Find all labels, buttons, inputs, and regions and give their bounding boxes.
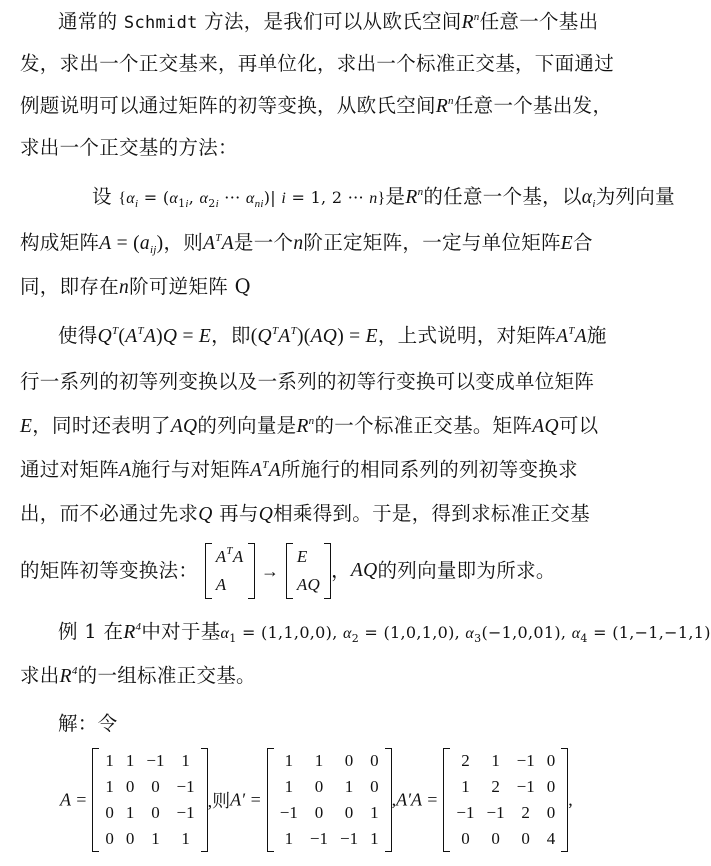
text: ，同时还表明了 xyxy=(32,414,171,437)
text: 方法，是我们可以从欧氏空间 xyxy=(197,10,462,33)
para3-line3 xyxy=(20,412,628,441)
math-E: E xyxy=(560,233,574,254)
matrix-cell: 4 xyxy=(546,829,556,848)
text: ，上式说明，对矩阵 xyxy=(377,324,557,347)
matrix-cell: 1 xyxy=(181,829,190,848)
matrix-cell: 0 xyxy=(125,829,135,848)
text: 为列向量 xyxy=(595,185,675,208)
text: 任意一个基出 xyxy=(479,10,599,33)
matrix-ApA xyxy=(443,748,568,852)
math-AQ: AQ xyxy=(350,560,378,581)
matrix-cell: 1 xyxy=(284,751,294,770)
matrix-cell: 0 xyxy=(314,803,324,822)
matrix-cell: −1 xyxy=(176,803,195,822)
para3-line1 xyxy=(58,322,628,351)
text: 求出一个正交基的方法： xyxy=(20,136,238,159)
math-Rn: $R^n$ xyxy=(435,95,454,117)
matrix-cell: −1 xyxy=(339,829,359,848)
text: 出，而不必通过先求 xyxy=(20,502,199,525)
para3-line5 xyxy=(20,500,628,529)
math-n: n xyxy=(293,233,304,254)
math-ATA: $A^TA$ xyxy=(556,325,587,347)
math-eq2: $(Q^TA^T)(AQ) = E$ xyxy=(250,325,378,347)
matrix-A xyxy=(92,748,207,852)
text: 阶正定矩阵，一定与单位矩阵 xyxy=(303,231,561,254)
matrix-cell: 0 xyxy=(370,777,379,796)
example-line2 xyxy=(20,662,628,691)
text: 的列向量是 xyxy=(197,414,297,437)
para2-line2: 构成矩阵$A = (a_{ij})$，则$A^TA$是一个n阶正定矩阵，一定与单位矩阵E合 xyxy=(20,231,593,256)
text: 是一个 xyxy=(233,231,294,254)
example-line1 xyxy=(58,618,711,648)
para3-line4 xyxy=(20,456,628,485)
matrix-cell: 0 xyxy=(125,777,135,796)
matrix-cell: −1 xyxy=(146,751,165,770)
matrix-A-label: A = xyxy=(60,789,88,810)
math-R4: $R^4$ xyxy=(123,621,142,643)
text: 中对于基 xyxy=(141,620,221,643)
math-Q: Q xyxy=(258,504,274,525)
matrix-cell: 1 xyxy=(181,751,190,770)
math-A: A xyxy=(119,460,132,481)
matrix-cell: 1 xyxy=(105,777,114,796)
arrow-icon: → xyxy=(261,561,280,581)
text: 解：令 xyxy=(58,712,118,735)
matrix-cell: 1 xyxy=(125,803,135,822)
text: 的矩阵初等变换法： xyxy=(20,559,199,582)
matrix-cell: 0 xyxy=(151,803,160,822)
math-Rn: $R^n$ xyxy=(296,415,315,437)
text: 可以 xyxy=(558,414,599,437)
text: ，则 xyxy=(163,231,204,254)
math-Rn: $R^n$ xyxy=(461,11,480,33)
matrix-cell: 2 xyxy=(521,803,530,822)
text: 合 xyxy=(573,231,593,254)
text: 再与 xyxy=(212,502,259,525)
text: 所施行的相同系列的列初等变换求 xyxy=(280,458,578,481)
text: 构成矩阵 xyxy=(20,231,100,254)
solution-matrices xyxy=(60,748,573,860)
matrix-cell: 0 xyxy=(314,777,324,796)
text: 的一个标准正交基。矩阵 xyxy=(314,414,533,437)
matrix-cell: 1 xyxy=(105,751,114,770)
matrix-cell: 0 xyxy=(521,829,530,848)
text: 阶可逆矩阵 Q xyxy=(129,275,251,298)
text: 任意一个基出发， xyxy=(453,94,613,117)
para2-line1 xyxy=(92,183,675,213)
matrix-cell: 1 xyxy=(344,777,354,796)
matrix-cell: −1 xyxy=(456,803,475,822)
text: 同，即存在 xyxy=(20,275,120,298)
matrix-cell: 2 xyxy=(461,751,470,770)
text: 的列向量即为所求。 xyxy=(377,559,556,582)
text: 施 xyxy=(586,324,607,347)
math-A-eq: A xyxy=(99,233,112,254)
para1-line2 xyxy=(20,50,628,78)
text: 施行与对矩阵 xyxy=(131,458,251,481)
matrix-cell: −1 xyxy=(176,777,195,796)
matrix-cell: 1 xyxy=(461,777,470,796)
text: , xyxy=(568,789,573,810)
matrix-cell: −1 xyxy=(309,829,328,848)
matrix-cell: 0 xyxy=(370,751,379,770)
text: 使得 xyxy=(58,324,98,347)
text: ， xyxy=(331,559,351,582)
para1-line4 xyxy=(20,134,628,162)
matrix-cell: 0 xyxy=(151,777,160,796)
matrix-cell: 0 xyxy=(344,751,354,770)
text: 设 xyxy=(92,185,112,208)
matrix-cell: 1 xyxy=(125,751,135,770)
matrix-cell: 1 xyxy=(491,751,500,770)
math-AQ: AQ xyxy=(170,416,198,437)
text: 相乘得到。于是，得到求标准正交基 xyxy=(273,502,590,525)
matrix-cell: 1 xyxy=(314,751,324,770)
text: 行一系列的初等列变换以及一系列的初等行变换可以变成单位矩阵 xyxy=(20,370,595,393)
matrix-cell: 1 xyxy=(284,829,294,848)
solution-label xyxy=(58,710,628,738)
matrix-cell: −1 xyxy=(279,803,298,822)
matrix-Ap-label: A′ = xyxy=(230,789,262,810)
text: 例题说明可以通过矩阵的初等变换，从欧氏空间 xyxy=(20,94,436,117)
para1-line3 xyxy=(20,92,628,121)
math-basis-set: {$\alpha_i = (\alpha_{1i}$, $\alpha_{2i}$ ··· $\alpha_{ni})|$ i = 1, 2 ··· n} xyxy=(118,188,386,210)
math-n: n xyxy=(119,277,130,298)
para2-line3 xyxy=(20,273,628,302)
math-ATA: $A^TA$ xyxy=(203,232,234,254)
matrix-cell: 1 xyxy=(370,803,379,822)
text: 求出 xyxy=(20,664,60,687)
math-basis-list: $\alpha_1 = (1,1,0,0)$, $\alpha_2 = (1,0,1,0)$, $\alpha_3(-1,0,01)$, $\alpha_4 = (1,-1,-1,1)$ xyxy=(220,623,711,645)
math-Rn: $R^n$ xyxy=(405,186,424,208)
matrix-cell: 0 xyxy=(546,803,556,822)
text: 通常的 xyxy=(58,10,124,33)
matrix-cell: 0 xyxy=(105,829,114,848)
matrix-cell: −1 xyxy=(486,803,505,822)
text: 的一组标准正交基。 xyxy=(77,664,256,687)
schmidt-term: Schmidt xyxy=(123,13,198,33)
matrix-Ap xyxy=(267,748,392,852)
matrix-cell: 1 xyxy=(151,829,160,848)
matrix-cell: 0 xyxy=(491,829,500,848)
matrix-cell: 0 xyxy=(105,803,114,822)
matrix-cell: 1 xyxy=(370,829,379,848)
text: 是 xyxy=(385,185,406,208)
matrix-cell: 2 xyxy=(491,777,500,796)
para3-line6 xyxy=(20,543,628,603)
text: 例 1 在 xyxy=(58,620,124,643)
text: ,则 xyxy=(207,791,231,811)
text: 的任意一个基，以 xyxy=(423,185,582,208)
matrix-cell: 0 xyxy=(546,751,556,770)
math-R4: $R^4$ xyxy=(59,665,78,687)
matrix-cell: −1 xyxy=(516,751,535,770)
math-alpha-i: $\alpha_i$ xyxy=(581,187,596,210)
matrix-cell: −1 xyxy=(516,777,535,796)
block-matrix-ATA-A: $A^TA$ A xyxy=(205,543,255,599)
block-matrix-E-AQ: E AQ xyxy=(286,543,331,599)
math-ATA: $A^TA$ xyxy=(250,459,281,481)
para1-line1 xyxy=(58,8,628,37)
text: 通过对矩阵 xyxy=(20,458,120,481)
matrix-cell: 0 xyxy=(461,829,470,848)
matrix-cell: 0 xyxy=(344,803,354,822)
para3-line2 xyxy=(20,368,628,396)
text: 发，求出一个正交基来，再单位化，求出一个标准正交基，下面通过 xyxy=(20,52,615,75)
text: ，即 xyxy=(211,324,251,347)
matrix-ApA-label: ,A′A = xyxy=(391,789,439,810)
matrix-cell: 0 xyxy=(546,777,556,796)
math-E: E xyxy=(20,416,33,437)
math-AQ: AQ xyxy=(532,416,559,437)
matrix-cell: 1 xyxy=(284,777,294,796)
math-Q: Q xyxy=(198,504,213,525)
math-eq1: $Q^T(A^TA)Q = E$ xyxy=(97,325,212,347)
